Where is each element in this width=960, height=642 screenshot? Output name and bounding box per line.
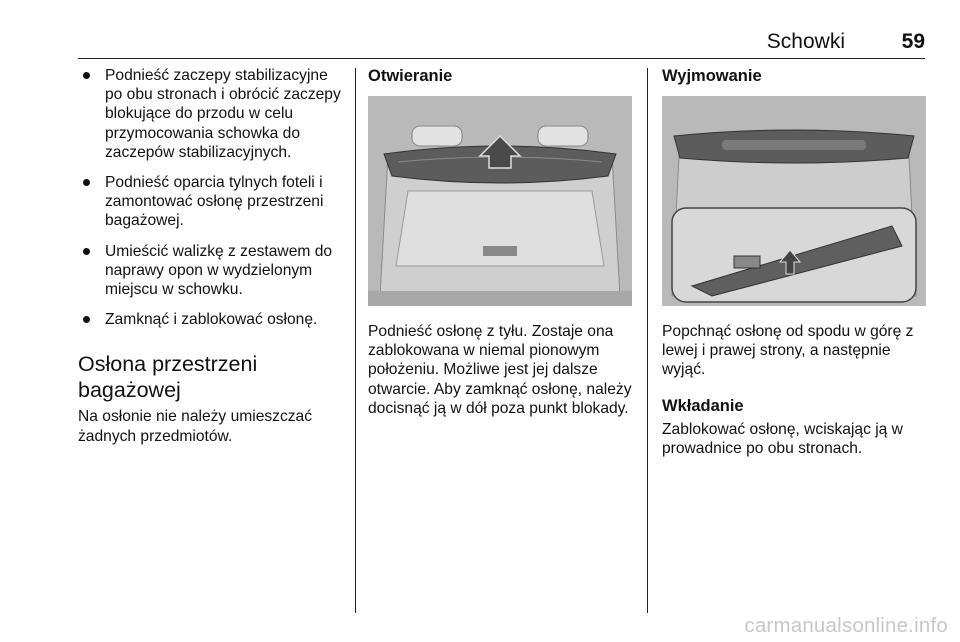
list-item: Podnieść zaczepy stabilizacyjne po obu stronach i obrócić zaczepy blokujące do przodu w celu przymocowania schowka do zaczepów stabilizacyjnych. xyxy=(78,66,346,162)
list-item: Zamknąć i zablokować osłonę. xyxy=(78,310,346,329)
section-title: Schowki xyxy=(766,30,845,53)
illustration-removing-cover xyxy=(662,96,926,306)
column-divider-2 xyxy=(647,68,648,613)
section-heading xyxy=(78,351,346,403)
column-middle xyxy=(368,66,634,418)
removal-heading: Wyjmowanie xyxy=(662,67,762,85)
opening-paragraph: Podnieść osłonę z tyłu. Zostaje ona zablokowana w niemal pionowym położeniu. Możliwe jest jej dalsze otwarcie. Aby zamknąć osłonę, należy docisnąć ją w dół poza punkt blokady. xyxy=(368,323,632,417)
page-header xyxy=(78,26,925,59)
section-heading-line-2: bagażowej xyxy=(78,378,181,403)
section-paragraph: Na osłonie nie należy umieszczać żadnych przedmiotów. xyxy=(78,408,313,445)
instruction-list xyxy=(78,66,346,329)
opening-heading: Otwieranie xyxy=(368,67,453,85)
section-heading-line-1: Osłona przestrzeni xyxy=(78,352,258,377)
list-item: Umieścić walizkę z zestawem do naprawy opon w wydzielonym miejscu w schowku. xyxy=(78,242,346,300)
insertion-heading: Wkładanie xyxy=(662,396,744,415)
column-divider-1 xyxy=(355,68,356,613)
page-number: 59 xyxy=(901,30,925,53)
column-left xyxy=(78,66,346,446)
insertion-paragraph: Zablokować osłonę, wciskając ją w prowadnice po obu stronach. xyxy=(662,420,903,457)
illustration-opening-cover xyxy=(368,96,632,306)
column-right xyxy=(662,66,928,458)
list-item: Podnieść oparcia tylnych foteli i zamontować osłonę przestrzeni bagażowej. xyxy=(78,173,346,231)
removal-paragraph: Popchnąć osłonę od spodu w górę z lewej i prawej strony, a następnie wyjąć. xyxy=(662,323,914,379)
watermark: carmanualsonline.info xyxy=(744,614,948,637)
